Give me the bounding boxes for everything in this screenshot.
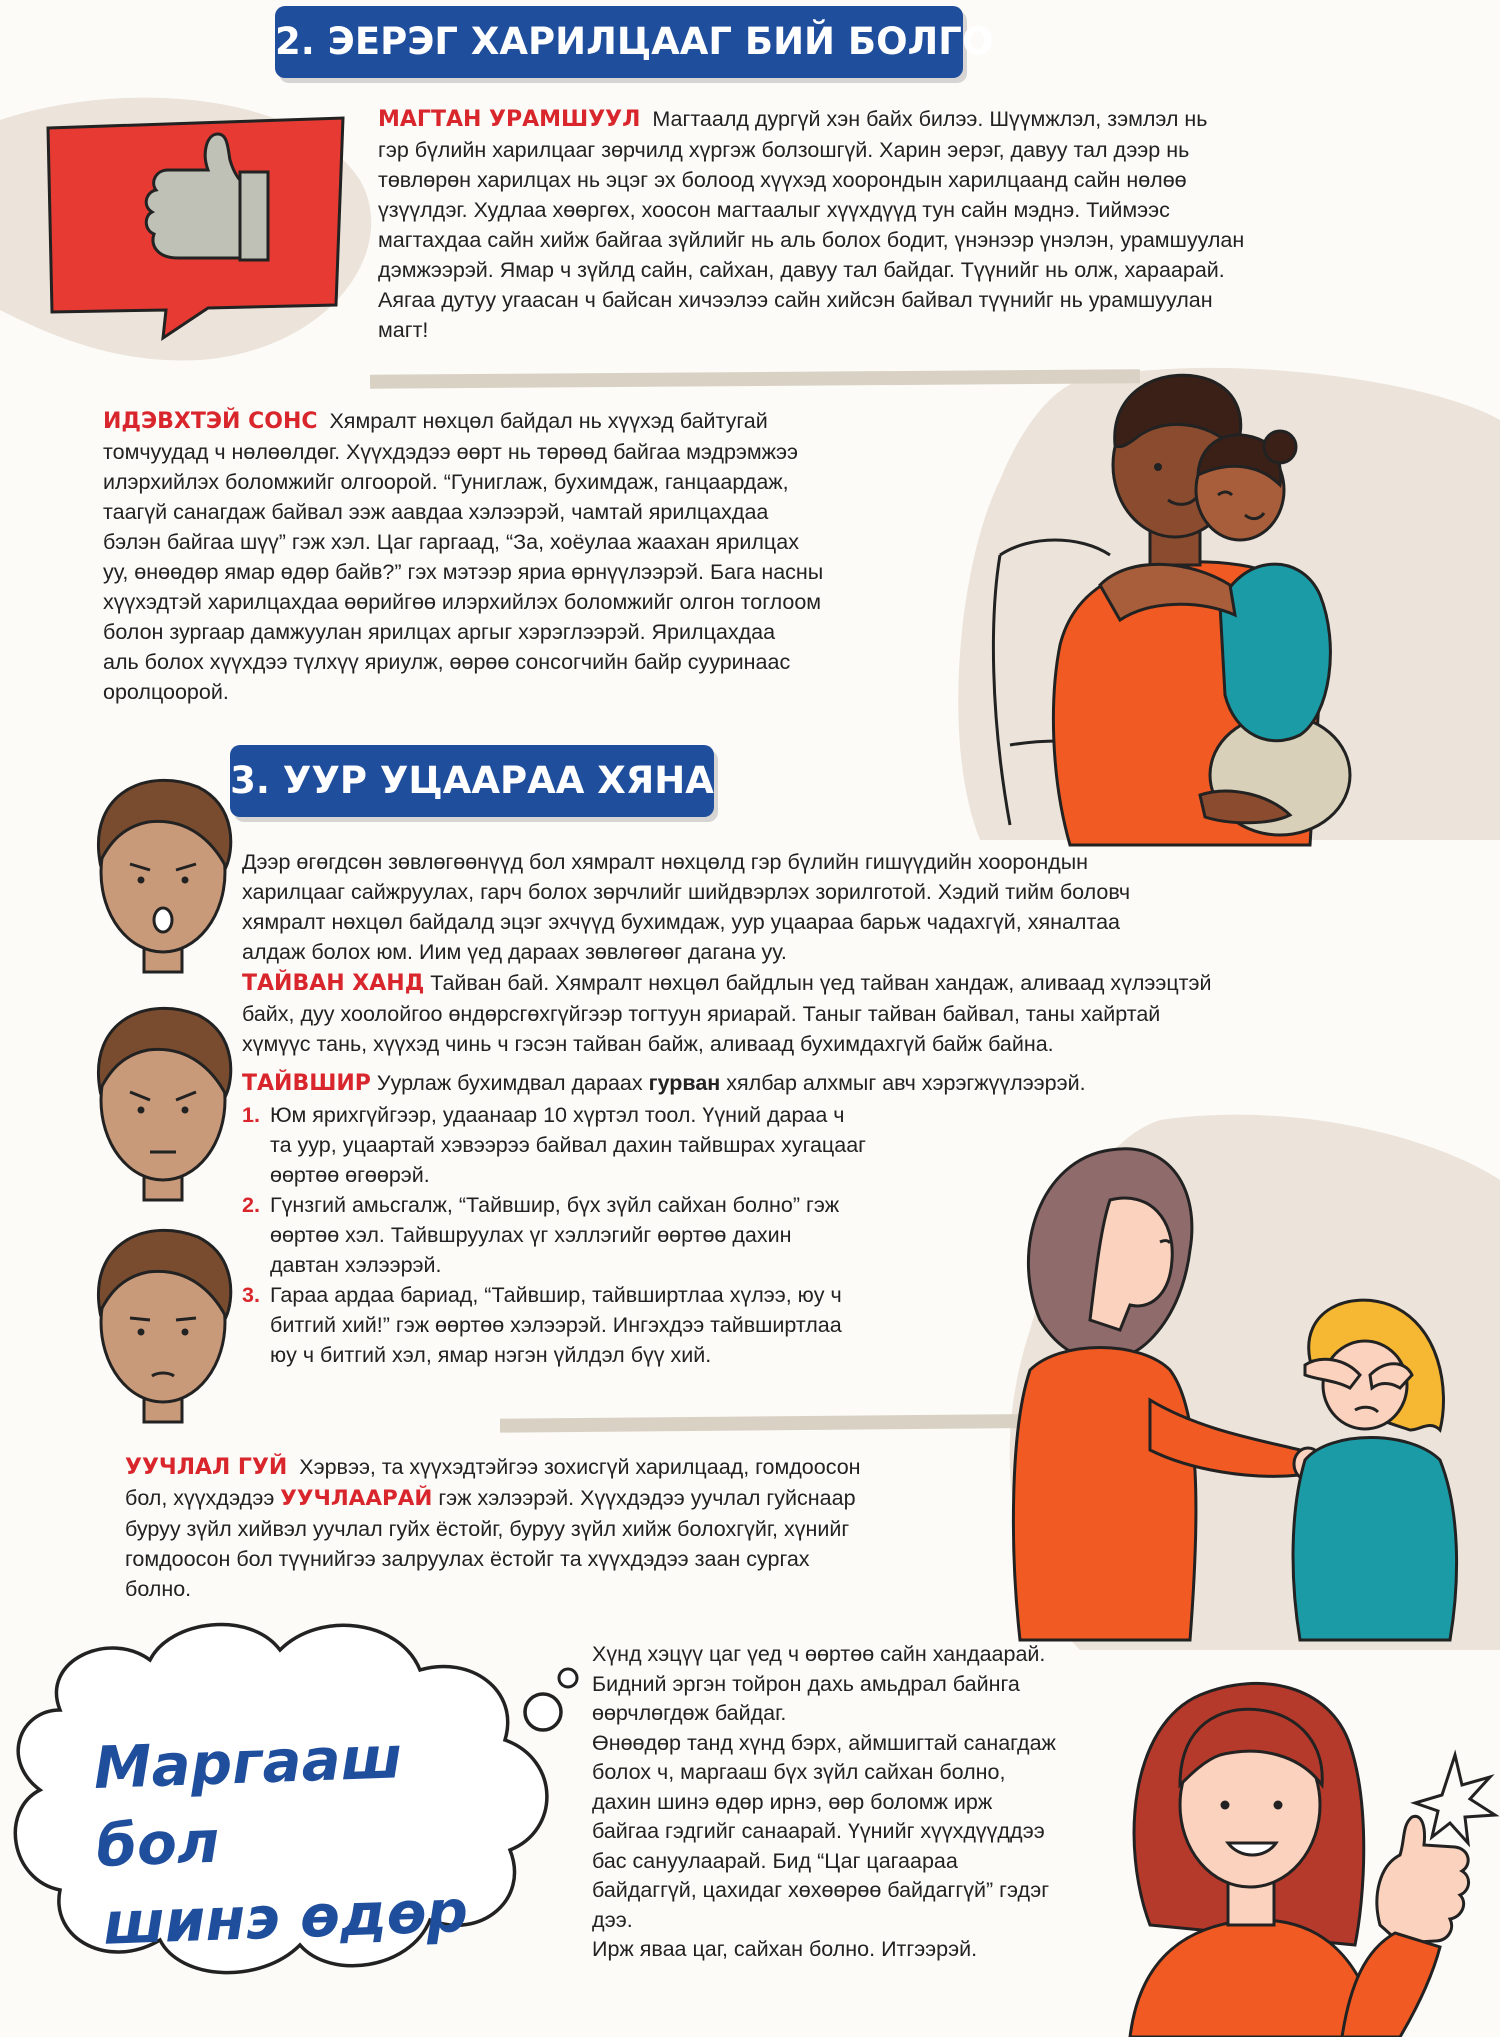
apologize-paragraph: УУЧЛАЛ ГУЙ Хэрвээ, та хүүхэдтэйгээ зохисгүй харилцаад, гомдоосон бол, хүүхдэдээ УУЧЛААРАЙ гэж хэлээрэй. Хүүхдэдээ уучлал гуйснаар буруу зүйл хийвэл уучлал гуйх ёстойг, буруу зүйл хийж болохгүйг, хүнийг гомдоосон бол түүнийгээ залруулах ёстойг та хүүхдэдээ заан сургах болно. xyxy=(125,1455,861,1601)
list-item: 1. Юм ярихгүйгээр, удаанаар 10 хүртэл тоол. Үүний дараа ч та уур, уцаартай хэвээрээ байвал дахин тайвшрах хугацааг өөртөө өгөөрэй. xyxy=(242,1103,866,1187)
relax-steps-list xyxy=(242,1100,1002,1370)
father-child-hug-illustration xyxy=(970,355,1490,845)
apologize-heading: УУЧЛАЛ ГУЙ xyxy=(125,1455,288,1480)
closing-paragraph: Хүнд хэцүү цаг үед ч өөртөө сайн хандаарай. Бидний эргэн тойрон дахь амьдрал байнга өөрчлөгдөж байдаг. Өнөөдөр танд хүнд бэрх, аймшигтай санагдаж болох ч, маргааш бүх зүйл сайхан болно, дахин шинэ өдөр ирнэ, өөр боломж ирж байгаа гэдгийг санаарай. Үүнийг хүүхдүүддээ бас сануулаарай. Бид “Цаг цагаараа байдаггүй, цахидаг хөхөөрөө байдаггүй” гэдэг дээ. Ирж яваа цаг, сайхан болно. Итгээрэй. xyxy=(592,1642,1056,1961)
relax-heading: ТАЙВШИР xyxy=(242,1071,371,1096)
section2-banner: 2. ЭЕРЭГ ХАРИЛЦААГ БИЙ БОЛГО xyxy=(275,6,963,78)
stay-calm-paragraph: ТАЙВАН ХАНД Тайван бай. Хямралт нөхцөл байдлын үед тайван хандаж, аливаад хүлээцтэй байх, дуу хоолойгоо өндөрсгөхгүйгээр тогтуун яриарай. Таныг тайван байвал, таны хайртай хүмүүс тань, хүүхэд чинь ч гэсэн тайван байж, аливаад бухимдахгүй байж байна. xyxy=(242,971,1212,1056)
section3-banner: 3. УУР УЦААРАА ХЯНА xyxy=(230,745,714,817)
bubble-text: Маргааш бол шинэ өдөр xyxy=(92,1723,470,1958)
thumbs-down-icon xyxy=(38,110,358,340)
list-item: 2. Гүнзгий амьсгалж, “Тайвшир, бүх зүйл сайхан болно” гэж өөртөө хэл. Тайвшруулах үг хэллэгийг өөртөө дахин давтан хэлээрэй. xyxy=(242,1193,840,1277)
angry-face-shouting-icon xyxy=(88,772,238,977)
active-listen-paragraph: ИДЭВХТЭЙ СОНС Хямралт нөхцөл байдал нь хүүхэд байтугай томчуудад ч нөлөөлдөг. Хүүхдэдээ өөрт нь төрөөд байгаа мэдрэмжээ илэрхийлэх боломжийг олгоорой. “Гуниглаж, бухимдаж, ганцаардаж, таагүй санагдаж байвал ээж аавдаа хэлээрэй, чамтай ярилцахдаа бэлэн байгаа шүү” гэж хэл. Цаг гаргаад, “За, хоёулаа жаахан ярилцах уу, өнөөдөр ямар өдөр байв?” гэх мэтээр яриа өрнүүлээрэй. Бага насны хүүхэдтэй харилцахдаа өөрийгөө илэрхийлэх боломжийг олгон тоглоом болон зургаар дамжуулан ярилцах аргыг хэрэглээрэй. Ярилцахдаа аль болох хүүхдээ түлхүү яриулж, өөрөө сонсогчийн байр сууринаас оролцоорой. xyxy=(103,409,824,704)
stay-calm-heading: ТАЙВАН ХАНД xyxy=(242,971,425,996)
list-item: 3. Гараа ардаа бариад, “Тайвшир, тайвширтлаа хүлээ, юу ч битгий хий!” гэж өөртөө хэлээрэй. Ингэхдээ тайвширтлаа юу ч битгий хэл, ямар нэгэн үйлдэл бүү хий. xyxy=(242,1283,842,1367)
apologize-highlight: УУЧЛААРАЙ xyxy=(280,1486,433,1511)
relax-paragraph: ТАЙВШИР Уурлаж бухимдвал дараах гурван хялбар алхмыг авч хэрэгжүүлээрэй. xyxy=(242,1071,1086,1096)
section3-intro: Дээр өгөгдсөн зөвлөгөөнүүд бол хямралт нөхцөлд гэр бүлийн гишүүдийн хоорондын харилцааг сайжруулах, гарч болох зөрчлийг шийдвэрлэх зорилготой. Хэдий тийм боловч хямралт нөхцөл байдалд эцэг эхчүүд бухимдаж, уур уцаараа барьж чадахгүй, хяналтаа алдаж болох юм. Иим үед дараах зөвлөгөөг дагана уу. xyxy=(242,850,1131,964)
active-listen-heading: ИДЭВХТЭЙ СОНС xyxy=(103,409,318,434)
mother-comforting-child-illustration xyxy=(1000,1130,1500,1640)
praise-heading: МАГТАН УРАМШУУЛ xyxy=(378,107,641,132)
woman-thumbs-up-illustration xyxy=(1110,1665,1500,2037)
frowning-face-icon xyxy=(88,1000,238,1205)
praise-paragraph: МАГТАН УРАМШУУЛ Магтаалд дургүй хэн байх билээ. Шүүмжлэл, зэмлэл нь гэр бүлийн харилцааг зөрчилд хүргэж болзошгүй. Харин эерэг, давуу тал дээр нь төвлөрөн харилцах нь эцэг эх болоод хүүхэд хоорондын харилцаанд сайн нөлөө үзүүлдэг. Худлаа хөөргөх, хоосон магтаалыг хүүхдүүд тун сайн мэднэ. Тиймээс магтахдаа сайн хийж байгаа зүйлийг нь аль болох бодит, үнэнээр үнэлэн, урамшуулан дэмжээрэй. Ямар ч зүйлд сайн, сайхан, давуу тал байдаг. Түүнийг нь олж, хараарай. Аягаа дутуу угаасан ч байсан хичээлээ сайн хийсэн байвал түүнийг нь урамшуулан магт! xyxy=(378,107,1245,342)
calm-face-icon xyxy=(88,1222,238,1427)
